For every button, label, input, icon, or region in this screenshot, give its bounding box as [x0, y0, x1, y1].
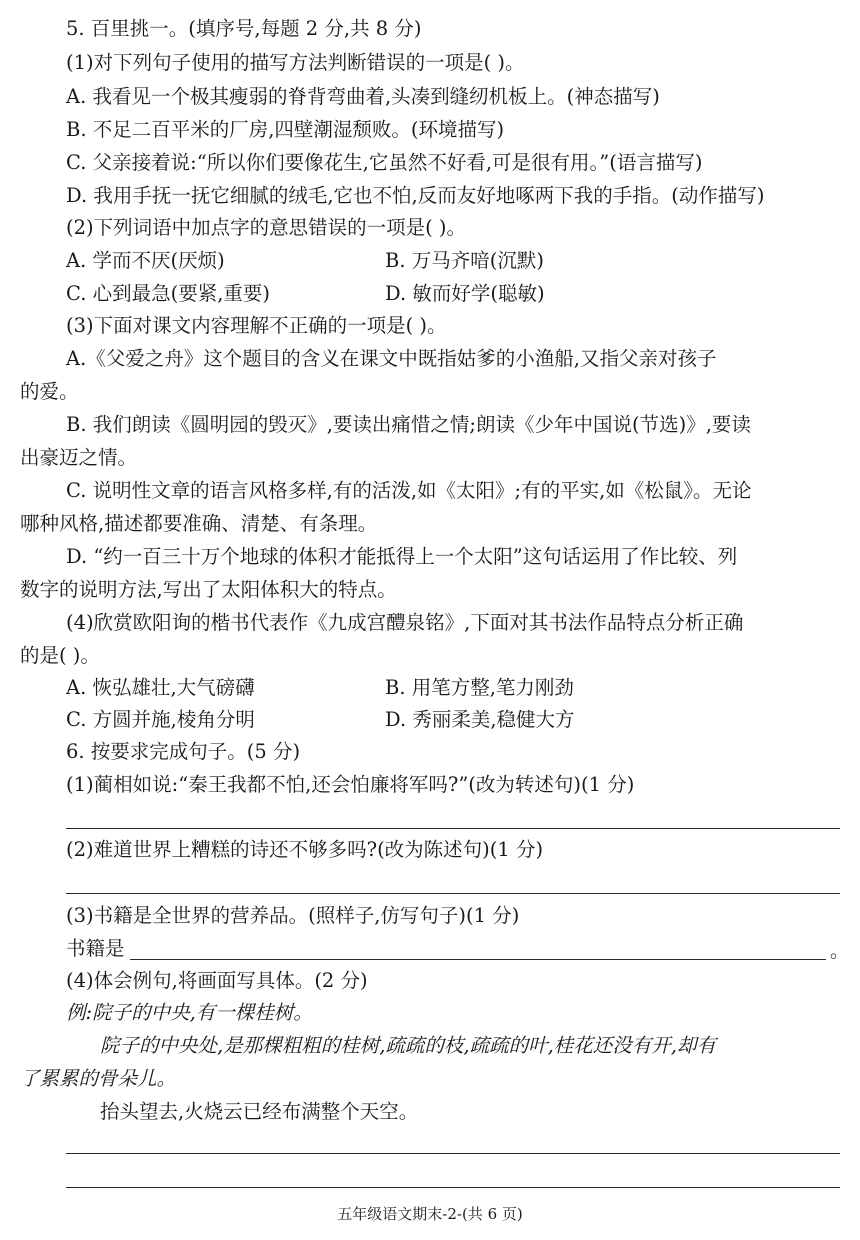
q5-4-stem-line2: 的是( )。: [20, 644, 100, 667]
q5-1-option-d: D. 我用手抚一抚它细腻的绒毛,它也不怕,反而友好地啄两下我的手指。(动作描写): [66, 184, 765, 207]
q5-3-option-d-line1: D. “约一百三十万个地球的体积才能抵得上一个太阳”这句话运用了作比较、列: [66, 545, 738, 568]
q5-4-option-b: B. 用笔方整,笔力刚劲: [385, 676, 574, 699]
question-6-title: 6. 按要求完成句子。(5 分): [66, 740, 301, 763]
q5-3-option-a-line1: A.《父爱之舟》这个题目的含义在课文中既指姑爹的小渔船,又指父亲对孩子: [66, 347, 717, 370]
q5-3-option-d-line2: 数字的说明方法,写出了太阳体积大的特点。: [20, 578, 397, 601]
q5-1-option-a: A. 我看见一个极其瘦弱的脊背弯曲着,头凑到缝纫机板上。(神态描写): [66, 85, 660, 108]
q6-4-example-line1: 院子的中央处,是那棵粗粗的桂树,疏疏的枝,疏疏的叶,桂花还没有开,却有: [100, 1034, 716, 1057]
q6-4-example-label: 例:院子的中央,有一棵桂树。: [66, 1001, 313, 1024]
q5-4-option-c: C. 方圆并施,棱角分明: [66, 708, 255, 731]
q5-4-stem-line1: (4)欣赏欧阳询的楷书代表作《九成宫醴泉铭》,下面对其书法作品特点分析正确: [66, 611, 744, 634]
q6-3-answer-line[interactable]: [130, 959, 826, 960]
q5-2-option-a: A. 学而不厌(厌烦): [66, 249, 225, 272]
q5-3-option-c-line1: C. 说明性文章的语言风格多样,有的活泼,如《太阳》;有的平实,如《松鼠》。无论: [66, 479, 752, 502]
q5-1-stem: (1)对下列句子使用的描写方法判断错误的一项是( )。: [66, 51, 525, 74]
q6-4-prompt: (4)体会例句,将画面写具体。(2 分): [66, 969, 368, 992]
q5-2-stem: (2)下列词语中加点字的意思错误的一项是( )。: [66, 216, 467, 239]
q6-4-example-line2: 了累累的骨朵儿。: [20, 1067, 177, 1090]
q6-4-answer-line-2[interactable]: [66, 1187, 840, 1188]
q6-3-end-mark: 。: [830, 940, 850, 962]
q5-2-option-d: D. 敏而好学(聪敏): [385, 282, 545, 305]
q5-3-option-b-line1: B. 我们朗读《圆明园的毁灭》,要读出痛惜之情;朗读《少年中国说(节选)》,要读: [66, 413, 751, 436]
q6-4-task-sentence: 抬头望去,火烧云已经布满整个天空。: [100, 1100, 419, 1123]
question-5-title: 5. 百里挑一。(填序号,每题 2 分,共 8 分): [66, 17, 422, 40]
q6-1-answer-line[interactable]: [66, 828, 840, 829]
q5-4-option-a: A. 恢弘雄壮,大气磅礴: [66, 676, 255, 699]
q6-3-prefix: 书籍是: [66, 937, 125, 960]
q5-1-option-b: B. 不足二百平米的厂房,四壁潮湿颓败。(环境描写): [66, 118, 505, 141]
q5-3-stem: (3)下面对课文内容理解不正确的一项是( )。: [66, 314, 447, 337]
q5-3-option-b-line2: 出豪迈之情。: [20, 446, 138, 469]
q5-1-option-c: C. 父亲接着说:“所以你们要像花生,它虽然不好看,可是很有用。”(语言描写): [66, 151, 703, 174]
q5-2-option-c: C. 心到最急(要紧,重要): [66, 282, 271, 305]
q6-1-prompt: (1)蔺相如说:“秦王我都不怕,还会怕廉将军吗?”(改为转述句)(1 分): [66, 773, 635, 796]
q5-3-option-a-line2: 的爱。: [20, 380, 79, 403]
page-footer: 五年级语文期末-2-(共 6 页): [337, 1205, 523, 1223]
q6-3-prompt: (3)书籍是全世界的营养品。(照样子,仿写句子)(1 分): [66, 904, 520, 927]
q5-2-option-b: B. 万马齐喑(沉默): [385, 249, 544, 272]
q6-2-prompt: (2)难道世界上糟糕的诗还不够多吗?(改为陈述句)(1 分): [66, 838, 544, 861]
q6-2-answer-line[interactable]: [66, 893, 840, 894]
q5-3-option-c-line2: 哪种风格,描述都要准确、清楚、有条理。: [20, 512, 378, 535]
q5-4-option-d: D. 秀丽柔美,稳健大方: [385, 708, 575, 731]
q6-4-answer-line-1[interactable]: [66, 1153, 840, 1154]
